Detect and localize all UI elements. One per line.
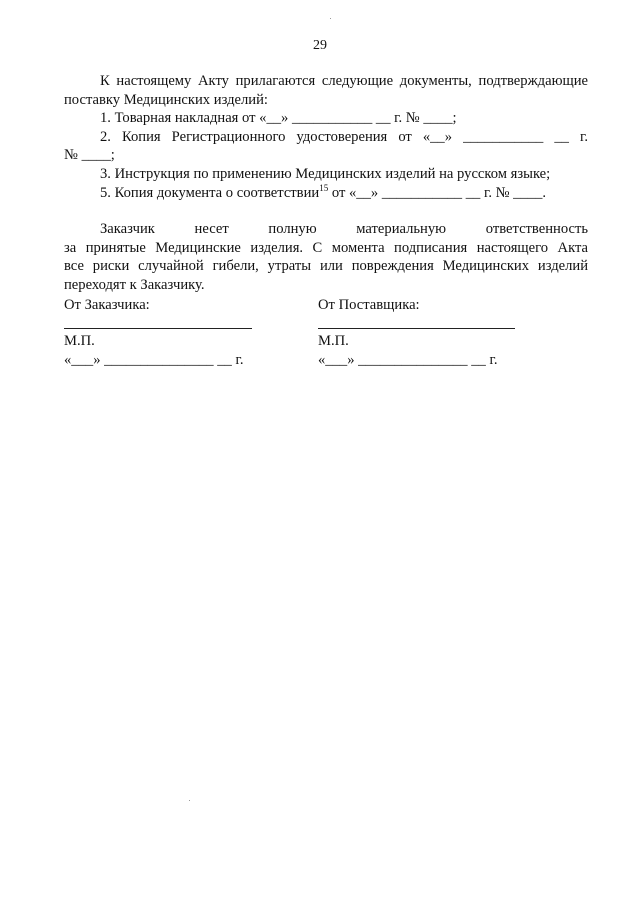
supplier-date-line: «___» _______________ __ г. bbox=[318, 351, 498, 368]
responsibility-line-4: переходят к Заказчику. bbox=[64, 276, 205, 293]
supplier-label: От Поставщика: bbox=[318, 297, 420, 313]
customer-signature-block bbox=[64, 296, 254, 369]
item5-text: 5. Копия документа о соответствии bbox=[100, 184, 320, 201]
item5-tail: от «__» ___________ __ г. № ____. bbox=[328, 184, 547, 201]
responsibility-line-2: за принятые Медицинские изделия. С момента подписания настоящего Акта bbox=[64, 239, 588, 256]
supplier-seal-mark: М.П. bbox=[318, 333, 349, 349]
footnote-ref: 15 bbox=[319, 182, 329, 193]
paragraph-gap bbox=[64, 202, 588, 220]
scan-speck bbox=[330, 18, 331, 19]
act-body bbox=[64, 72, 588, 295]
attachment-item-2-line-2: № ____; bbox=[64, 147, 115, 164]
attachment-item-2-line-1: 2. Копия Регистрационного удостоверения от «__» ___________ __ г. bbox=[100, 128, 588, 145]
customer-signature-line bbox=[64, 328, 252, 329]
customer-label: От Заказчика: bbox=[64, 297, 150, 313]
attachment-item-3: 3. Инструкция по применению Медицинских изделий на русском языке; bbox=[100, 165, 551, 182]
supplier-signature-block bbox=[318, 296, 518, 369]
attachment-item-5 bbox=[64, 184, 588, 203]
supplier-signature-line bbox=[318, 328, 515, 329]
intro-line-2: поставку Медицинских изделий: bbox=[64, 91, 268, 108]
page-number: 29 bbox=[313, 38, 327, 53]
intro-line-1: К настоящему Акту прилагаются следующие документы, подтверждающие bbox=[100, 73, 588, 89]
customer-date-line: «___» _______________ __ г. bbox=[64, 351, 244, 368]
attachment-item-1: 1. Товарная накладная от «__» ___________ __ г. № ____; bbox=[100, 110, 457, 127]
customer-seal-mark: М.П. bbox=[64, 333, 95, 349]
responsibility-line-1: Заказчик несет полную материальную ответственность bbox=[100, 221, 588, 238]
responsibility-line-3: все риски случайной гибели, утраты или повреждения Медицинских изделий bbox=[64, 258, 588, 275]
scan-speck bbox=[189, 800, 190, 801]
